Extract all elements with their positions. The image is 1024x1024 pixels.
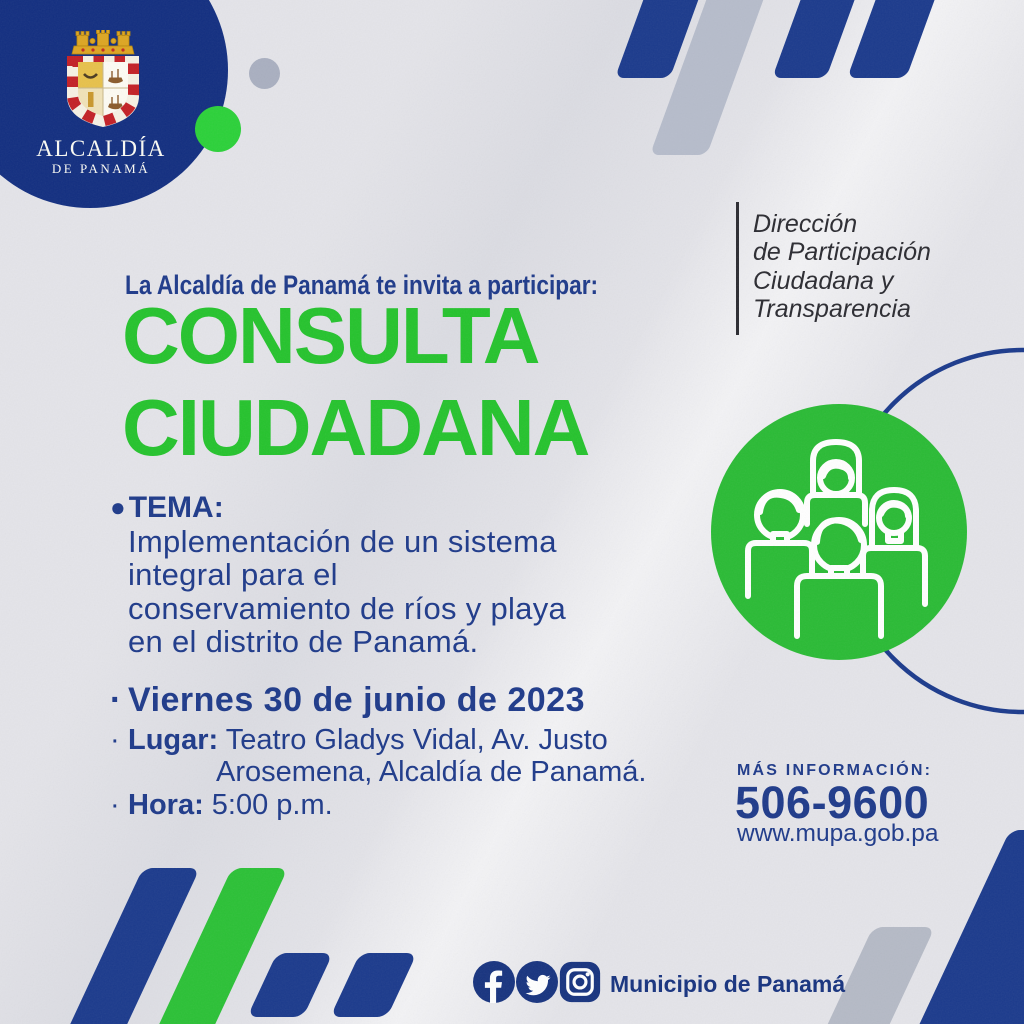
twitter-icon xyxy=(516,961,558,1003)
people-group-icon xyxy=(711,404,967,660)
website-url: www.mupa.gob.pa xyxy=(737,820,939,847)
date-text: Viernes 30 de junio de 2023 xyxy=(128,681,585,719)
place-label: Lugar: xyxy=(128,724,219,756)
tema-line: en el distrito de Panamá. xyxy=(128,624,479,660)
person-man-front xyxy=(797,520,881,636)
stripe-bottom-blue-small-1 xyxy=(247,953,333,1017)
shield xyxy=(67,56,139,127)
date-bullet: · xyxy=(110,681,122,719)
event-date xyxy=(110,681,585,720)
department-rule xyxy=(736,202,739,335)
event-place-line2: Arosemena, Alcaldía de Panamá. xyxy=(216,756,647,788)
time-label: Hora: xyxy=(128,789,204,821)
logo-subname: DE PANAMÁ xyxy=(51,161,151,176)
time-text: 5:00 p.m. xyxy=(203,789,333,821)
gray-dot xyxy=(249,58,280,89)
invite-line: La Alcaldía de Panamá te invita a participar: xyxy=(125,270,599,300)
tema-line: conservamiento de ríos y playa xyxy=(128,590,567,626)
more-info-label: MÁS INFORMACIÓN: xyxy=(737,762,933,779)
coat-of-arms-icon xyxy=(59,30,147,130)
logo-name: ALCALDÍA xyxy=(36,136,166,161)
time-bullet: · xyxy=(110,789,120,821)
green-dot xyxy=(195,106,241,152)
event-time xyxy=(110,789,333,822)
department-block xyxy=(753,210,983,323)
department-line: Transparencia xyxy=(753,294,911,323)
citizens-circle xyxy=(711,404,967,660)
facebook-icon xyxy=(473,961,515,1003)
tema-body xyxy=(128,525,566,659)
person-woman-long-hair xyxy=(807,442,865,524)
tema-bullet: ● xyxy=(110,492,126,522)
tema-label-text: TEMA: xyxy=(128,491,224,524)
instagram-icon xyxy=(559,961,601,1003)
phone-number: 506-9600 xyxy=(735,777,930,828)
department-line: Dirección xyxy=(753,210,858,238)
tema-line: Implementación de un sistema xyxy=(128,524,557,559)
main-title-line1: CONSULTA xyxy=(122,291,539,380)
main-title-line2: CIUDADANA xyxy=(122,383,589,472)
department-line: de Participación xyxy=(753,238,931,267)
department-line: Ciudadana y xyxy=(753,266,894,295)
footer-org-name: Municipio de Panamá xyxy=(610,971,846,997)
tema-line: integral para el xyxy=(128,557,338,593)
event-place xyxy=(110,724,608,757)
stripe-top-blue-3 xyxy=(847,0,944,78)
stripe-bottom-blue-small-2 xyxy=(330,953,417,1017)
place-bullet: · xyxy=(110,724,120,756)
place-text: Teatro Gladys Vidal, Av. Justo xyxy=(218,724,608,756)
tema-label xyxy=(110,491,224,525)
main-title xyxy=(122,290,588,474)
